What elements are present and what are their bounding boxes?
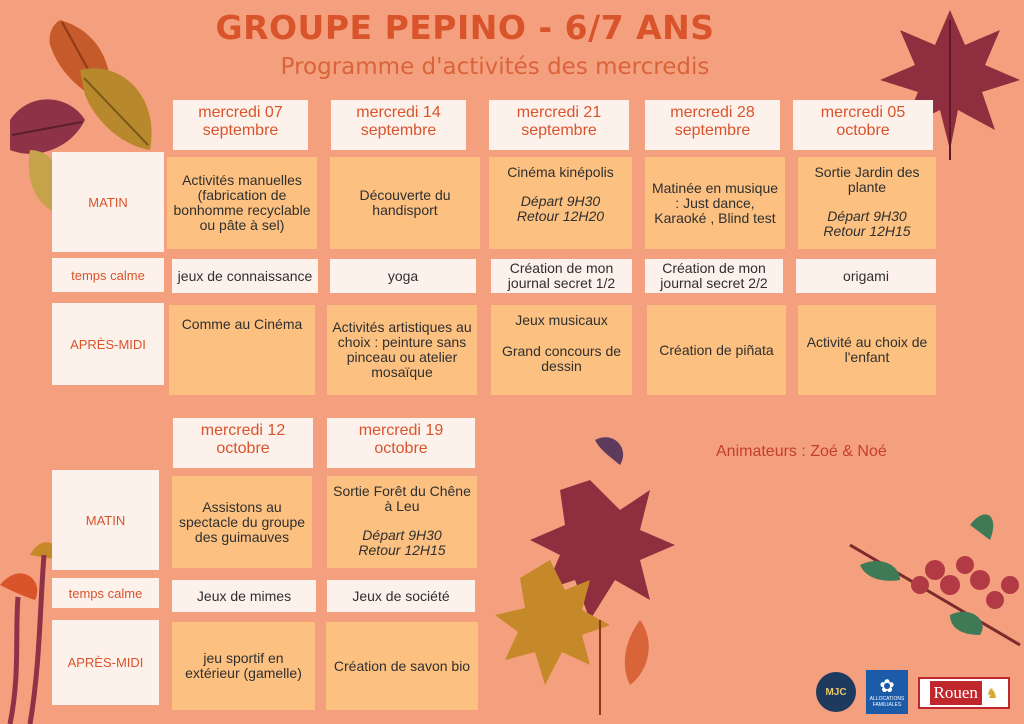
activity-cell xyxy=(645,157,785,249)
activity-cell xyxy=(489,157,632,249)
row-label-calme: temps calme xyxy=(52,578,159,608)
activity-text: Grand concours de dessin xyxy=(501,343,622,374)
activity-cell: jeu sportif en extérieur (gamelle) xyxy=(172,622,315,710)
day-header: mercredi 05 octobre xyxy=(793,100,933,150)
calm-activity-cell: Création de mon journal secret 2/2 xyxy=(645,259,783,293)
activity-text: Matinée en musique : Just dance, Karaoké , Blind test xyxy=(651,179,779,226)
day-header: mercredi 19 octobre xyxy=(327,418,475,468)
animators-text: Animateurs : Zoé & Noé xyxy=(716,443,887,460)
calm-activity-cell: jeux de connaissance xyxy=(172,259,318,293)
caf-logo-text: ALLOCATIONS FAMILIALES xyxy=(869,696,905,708)
page-title: GROUPE PEPINO - 6/7 ANS xyxy=(215,8,715,47)
activity-cell xyxy=(330,157,480,249)
day-header: mercredi 28 septembre xyxy=(645,100,780,150)
activity-text: Cinéma kinépolis xyxy=(507,164,614,180)
activity-cell: Activité au choix de l'enfant xyxy=(798,305,936,395)
return-time: Retour 12H15 xyxy=(358,542,446,558)
day-header: mercredi 12 octobre xyxy=(173,418,313,468)
mjc-logo xyxy=(816,672,856,712)
calm-activity-cell: origami xyxy=(796,259,936,293)
activity-text: Assistons au spectacle du groupe des guimauves xyxy=(178,498,306,545)
activity-text: Activités manuelles (fabrication de bonhomme recyclable ou pâte à sel) xyxy=(173,172,311,233)
departure-time: Départ 9H30 xyxy=(520,193,601,209)
activity-cell xyxy=(327,476,477,568)
activity-cell xyxy=(167,157,317,249)
rouen-logo xyxy=(918,677,1010,709)
row-label-aprem: APRÈS-MIDI xyxy=(52,303,164,385)
row-label-matin: MATIN xyxy=(52,152,164,252)
activity-text: Sortie Forêt du Chêne à Leu xyxy=(333,483,471,514)
departure-time: Départ 9H30 xyxy=(827,208,907,224)
activity-text: Découverte du handisport xyxy=(359,187,451,218)
activity-text: Sortie Jardin des plante xyxy=(814,164,920,195)
activity-cell xyxy=(798,157,936,249)
activity-cell xyxy=(172,476,312,568)
return-time: Retour 12H15 xyxy=(823,223,911,239)
calm-activity-cell: Création de mon journal secret 1/2 xyxy=(491,259,632,293)
activity-cell: Création de piñata xyxy=(647,305,786,395)
activity-cell: Activités artistiques au choix : peinture sans pinceau ou atelier mosaïque xyxy=(327,305,477,395)
day-header: mercredi 14 septembre xyxy=(331,100,466,150)
berries-branch-icon xyxy=(840,505,1024,655)
row-label-aprem: APRÈS-MIDI xyxy=(52,620,159,705)
row-label-matin: MATIN xyxy=(52,470,159,570)
day-header: mercredi 21 septembre xyxy=(489,100,629,150)
calm-activity-cell: Jeux de mimes xyxy=(172,580,316,612)
return-time: Retour 12H20 xyxy=(516,208,605,224)
page-subtitle: Programme d'activités des mercredis xyxy=(280,54,710,80)
calm-activity-cell: yoga xyxy=(330,259,476,293)
activity-cell xyxy=(491,305,632,395)
autumn-leaves-center-icon xyxy=(490,420,690,720)
day-header: mercredi 07 septembre xyxy=(173,100,308,150)
activity-cell: Comme au Cinéma xyxy=(169,305,315,395)
rouen-logo-text: Rouen xyxy=(930,681,982,705)
departure-time: Départ 9H30 xyxy=(362,527,442,543)
caf-logo: ✿ ALLOCATIONS FAMILIALES xyxy=(866,670,908,714)
activity-text: Jeux musicaux xyxy=(515,312,608,328)
row-label-calme: temps calme xyxy=(52,258,164,292)
activity-cell: Création de savon bio xyxy=(326,622,478,710)
calm-activity-cell: Jeux de société xyxy=(327,580,475,612)
mjc-logo-text: MJC xyxy=(825,686,847,698)
rouen-emblem-icon: ♞ xyxy=(985,684,999,701)
